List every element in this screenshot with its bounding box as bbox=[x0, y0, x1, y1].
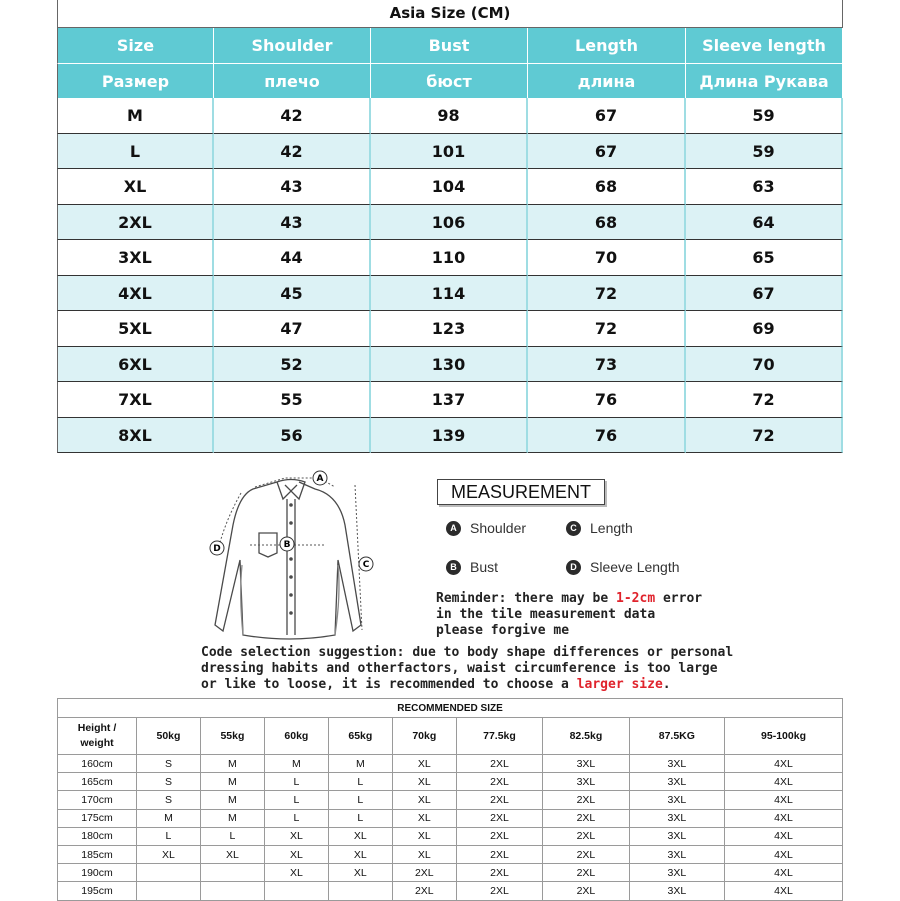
size-cell: XL bbox=[392, 791, 456, 809]
badge-a-icon: A bbox=[446, 521, 461, 536]
size-cell: M bbox=[200, 809, 264, 827]
recommended-size-table bbox=[57, 698, 843, 901]
size-cell: XL bbox=[57, 169, 214, 205]
suggestion-line1: Code selection suggestion: due to body shape differences or personal bbox=[201, 645, 734, 660]
header-size: Size bbox=[57, 28, 214, 63]
size-cell: XL bbox=[328, 864, 392, 882]
header-sleeve-length-ru: Длина Рукава bbox=[686, 63, 843, 98]
size-cell: M bbox=[137, 809, 201, 827]
size-cell: 7XL bbox=[57, 382, 214, 418]
diagram-label-a: A bbox=[316, 474, 324, 484]
size-table-title: Asia Size (CM) bbox=[57, 0, 843, 28]
legend-shoulder bbox=[446, 520, 526, 536]
weight-header: 50kg bbox=[137, 718, 201, 755]
weight-header: 70kg bbox=[392, 718, 456, 755]
size-cell: 3XL bbox=[629, 791, 724, 809]
size-cell: S bbox=[137, 773, 201, 791]
size-cell: M bbox=[328, 755, 392, 773]
size-cell: L bbox=[137, 827, 201, 845]
table-row bbox=[58, 864, 843, 882]
size-cell: 3XL bbox=[629, 755, 724, 773]
badge-c-icon: C bbox=[566, 521, 581, 536]
size-cell: 42 bbox=[214, 134, 371, 170]
height-cell: 165cm bbox=[58, 773, 137, 791]
measurement-title: MEASUREMENT bbox=[437, 479, 605, 505]
corner-line1: Height / bbox=[77, 722, 117, 734]
size-row bbox=[57, 134, 843, 170]
diagram-label-b: B bbox=[283, 540, 291, 550]
reminder-line2: in the tile measurement data bbox=[436, 607, 656, 622]
size-cell: 55 bbox=[214, 382, 371, 418]
size-row bbox=[57, 169, 843, 205]
size-cell: 2XL bbox=[543, 864, 629, 882]
suggestion-line3-end: . bbox=[662, 677, 671, 692]
size-cell: M bbox=[57, 98, 214, 134]
size-cell: 73 bbox=[528, 347, 686, 383]
table-row bbox=[58, 882, 843, 900]
size-cell: 4XL bbox=[725, 809, 843, 827]
size-cell: 4XL bbox=[725, 864, 843, 882]
height-cell: 180cm bbox=[58, 827, 137, 845]
size-row bbox=[57, 240, 843, 276]
size-cell: 110 bbox=[371, 240, 528, 276]
size-cell: L bbox=[328, 773, 392, 791]
size-cell: 2XL bbox=[456, 845, 542, 863]
size-cell: 3XL bbox=[629, 809, 724, 827]
size-row bbox=[57, 98, 843, 134]
height-cell: 170cm bbox=[58, 791, 137, 809]
size-cell: XL bbox=[264, 827, 328, 845]
size-cell: XL bbox=[264, 845, 328, 863]
size-cell: 70 bbox=[686, 347, 843, 383]
height-cell: 175cm bbox=[58, 809, 137, 827]
size-row bbox=[57, 418, 843, 454]
size-cell: 3XL bbox=[57, 240, 214, 276]
diagram-label-c: C bbox=[362, 560, 370, 570]
size-cell: 3XL bbox=[543, 755, 629, 773]
size-cell: 3XL bbox=[629, 773, 724, 791]
size-cell bbox=[200, 882, 264, 900]
size-row bbox=[57, 382, 843, 418]
size-cell: 42 bbox=[214, 98, 371, 134]
legend-shoulder-label: Shoulder bbox=[470, 520, 527, 536]
size-cell: 72 bbox=[528, 276, 686, 312]
size-cell: 2XL bbox=[543, 791, 629, 809]
size-cell: 63 bbox=[686, 169, 843, 205]
shirt-measurement-diagram bbox=[195, 465, 395, 645]
size-row bbox=[57, 347, 843, 383]
size-cell: 3XL bbox=[543, 773, 629, 791]
size-cell: XL bbox=[392, 773, 456, 791]
table-row bbox=[58, 827, 843, 845]
size-cell: 4XL bbox=[725, 755, 843, 773]
legend-length-label: Length bbox=[590, 520, 633, 536]
size-header-en bbox=[57, 28, 843, 63]
height-cell: 190cm bbox=[58, 864, 137, 882]
size-cell: 44 bbox=[214, 240, 371, 276]
size-cell: 64 bbox=[686, 205, 843, 241]
size-cell: 3XL bbox=[629, 864, 724, 882]
size-cell: 2XL bbox=[456, 773, 542, 791]
size-cell: 2XL bbox=[57, 205, 214, 241]
size-cell: 59 bbox=[686, 134, 843, 170]
size-cell: 4XL bbox=[57, 276, 214, 312]
height-cell: 185cm bbox=[58, 845, 137, 863]
size-cell bbox=[328, 882, 392, 900]
size-cell: XL bbox=[200, 845, 264, 863]
weight-header: 60kg bbox=[264, 718, 328, 755]
legend-bust-label: Bust bbox=[470, 559, 499, 575]
suggestion-line3-start: or like to loose, it is recommended to choose a bbox=[201, 677, 577, 692]
header-sleeve-length: Sleeve length bbox=[686, 28, 843, 63]
size-cell: 8XL bbox=[57, 418, 214, 454]
weight-header: 95-100kg bbox=[725, 718, 843, 755]
size-cell: 2XL bbox=[456, 882, 542, 900]
size-cell: 4XL bbox=[725, 827, 843, 845]
size-cell: 130 bbox=[371, 347, 528, 383]
size-cell: XL bbox=[328, 827, 392, 845]
size-cell: XL bbox=[264, 864, 328, 882]
size-cell: 2XL bbox=[543, 845, 629, 863]
size-cell: 67 bbox=[686, 276, 843, 312]
legend-length bbox=[566, 520, 633, 536]
size-cell: 72 bbox=[686, 382, 843, 418]
header-bust-ru: бюст bbox=[371, 63, 528, 98]
size-cell: 56 bbox=[214, 418, 371, 454]
size-cell: 3XL bbox=[629, 827, 724, 845]
size-row bbox=[57, 276, 843, 312]
size-cell: M bbox=[200, 755, 264, 773]
size-cell: XL bbox=[392, 845, 456, 863]
size-cell: L bbox=[200, 827, 264, 845]
recommended-title: RECOMMENDED SIZE bbox=[58, 699, 843, 718]
badge-d-icon: D bbox=[566, 560, 581, 575]
size-cell: M bbox=[200, 773, 264, 791]
size-cell: 2XL bbox=[543, 809, 629, 827]
size-cell: 2XL bbox=[456, 755, 542, 773]
size-cell bbox=[137, 882, 201, 900]
size-cell: L bbox=[264, 791, 328, 809]
suggestion-line2: dressing habits and otherfactors, waist circumference is too large bbox=[201, 661, 718, 676]
size-cell: 4XL bbox=[725, 791, 843, 809]
table-row bbox=[58, 845, 843, 863]
size-cell: L bbox=[264, 809, 328, 827]
weight-header: 77.5kg bbox=[456, 718, 542, 755]
size-cell: M bbox=[200, 791, 264, 809]
size-cell: 139 bbox=[371, 418, 528, 454]
legend-sleeve-length-label: Sleeve Length bbox=[590, 559, 680, 575]
table-row bbox=[58, 791, 843, 809]
size-cell: 2XL bbox=[456, 809, 542, 827]
table-row bbox=[58, 809, 843, 827]
size-cell: 68 bbox=[528, 169, 686, 205]
size-cell: 101 bbox=[371, 134, 528, 170]
size-cell: 70 bbox=[528, 240, 686, 276]
weight-header: 82.5kg bbox=[543, 718, 629, 755]
size-cell: M bbox=[264, 755, 328, 773]
size-row bbox=[57, 311, 843, 347]
size-cell: 43 bbox=[214, 169, 371, 205]
header-length: Length bbox=[528, 28, 686, 63]
size-cell: 4XL bbox=[725, 882, 843, 900]
size-cell: XL bbox=[328, 845, 392, 863]
legend-sleeve-length bbox=[566, 559, 680, 575]
size-cell: L bbox=[328, 809, 392, 827]
size-cell: XL bbox=[137, 845, 201, 863]
size-cell: XL bbox=[392, 755, 456, 773]
reminder-line3: please forgive me bbox=[436, 623, 570, 638]
size-cell: 67 bbox=[528, 98, 686, 134]
size-cell: 2XL bbox=[392, 864, 456, 882]
reminder-part1: Reminder: there may be bbox=[436, 591, 617, 606]
size-cell: 114 bbox=[371, 276, 528, 312]
size-cell: 137 bbox=[371, 382, 528, 418]
size-cell: 45 bbox=[214, 276, 371, 312]
header-bust: Bust bbox=[371, 28, 528, 63]
size-cell: XL bbox=[392, 827, 456, 845]
height-cell: 195cm bbox=[58, 882, 137, 900]
size-cell: L bbox=[57, 134, 214, 170]
header-shoulder-ru: плечо bbox=[214, 63, 371, 98]
size-cell: 65 bbox=[686, 240, 843, 276]
weight-header: 55kg bbox=[200, 718, 264, 755]
size-cell: 2XL bbox=[456, 827, 542, 845]
height-cell: 160cm bbox=[58, 755, 137, 773]
header-shoulder: Shoulder bbox=[214, 28, 371, 63]
reminder-text bbox=[436, 591, 736, 639]
size-cell: XL bbox=[392, 809, 456, 827]
header-size-ru: Размер bbox=[57, 63, 214, 98]
corner-header bbox=[58, 718, 137, 755]
size-cell: 67 bbox=[528, 134, 686, 170]
reminder-part2: error bbox=[655, 591, 703, 606]
size-cell: 5XL bbox=[57, 311, 214, 347]
size-cell: 4XL bbox=[725, 773, 843, 791]
reminder-highlight: 1-2cm bbox=[616, 591, 656, 606]
size-cell: 47 bbox=[214, 311, 371, 347]
badge-b-icon: B bbox=[446, 560, 461, 575]
weight-header: 87.5KG bbox=[629, 718, 724, 755]
header-length-ru: длина bbox=[528, 63, 686, 98]
size-cell: 2XL bbox=[543, 882, 629, 900]
size-cell: 104 bbox=[371, 169, 528, 205]
size-cell: 2XL bbox=[456, 864, 542, 882]
legend-bust bbox=[446, 559, 498, 575]
size-cell: L bbox=[328, 791, 392, 809]
corner-line2: weight bbox=[80, 737, 114, 749]
size-cell: 76 bbox=[528, 418, 686, 454]
size-cell: S bbox=[137, 791, 201, 809]
size-cell: 2XL bbox=[456, 791, 542, 809]
size-cell: 2XL bbox=[543, 827, 629, 845]
size-cell: S bbox=[137, 755, 201, 773]
size-cell: 69 bbox=[686, 311, 843, 347]
size-cell: 43 bbox=[214, 205, 371, 241]
table-row bbox=[58, 773, 843, 791]
size-header-ru bbox=[57, 63, 843, 98]
size-cell: 52 bbox=[214, 347, 371, 383]
size-cell: 2XL bbox=[392, 882, 456, 900]
size-cell bbox=[264, 882, 328, 900]
table-row bbox=[58, 755, 843, 773]
size-cell: L bbox=[264, 773, 328, 791]
size-cell: 6XL bbox=[57, 347, 214, 383]
recommended-body bbox=[58, 755, 843, 901]
size-cell: 4XL bbox=[725, 845, 843, 863]
size-cell: 3XL bbox=[629, 845, 724, 863]
asia-size-table bbox=[57, 0, 843, 453]
size-cell: 72 bbox=[528, 311, 686, 347]
size-cell: 106 bbox=[371, 205, 528, 241]
size-cell bbox=[137, 864, 201, 882]
recommended-header-row bbox=[58, 718, 843, 755]
weight-header: 65kg bbox=[328, 718, 392, 755]
size-cell: 123 bbox=[371, 311, 528, 347]
size-cell: 3XL bbox=[629, 882, 724, 900]
size-cell: 76 bbox=[528, 382, 686, 418]
size-rows bbox=[57, 98, 843, 453]
size-cell: 68 bbox=[528, 205, 686, 241]
size-cell: 59 bbox=[686, 98, 843, 134]
size-row bbox=[57, 205, 843, 241]
size-cell: 98 bbox=[371, 98, 528, 134]
size-cell bbox=[200, 864, 264, 882]
diagram-label-d: D bbox=[213, 544, 221, 554]
code-selection-suggestion bbox=[201, 645, 761, 693]
suggestion-highlight: larger size bbox=[576, 677, 663, 692]
size-cell: 72 bbox=[686, 418, 843, 454]
